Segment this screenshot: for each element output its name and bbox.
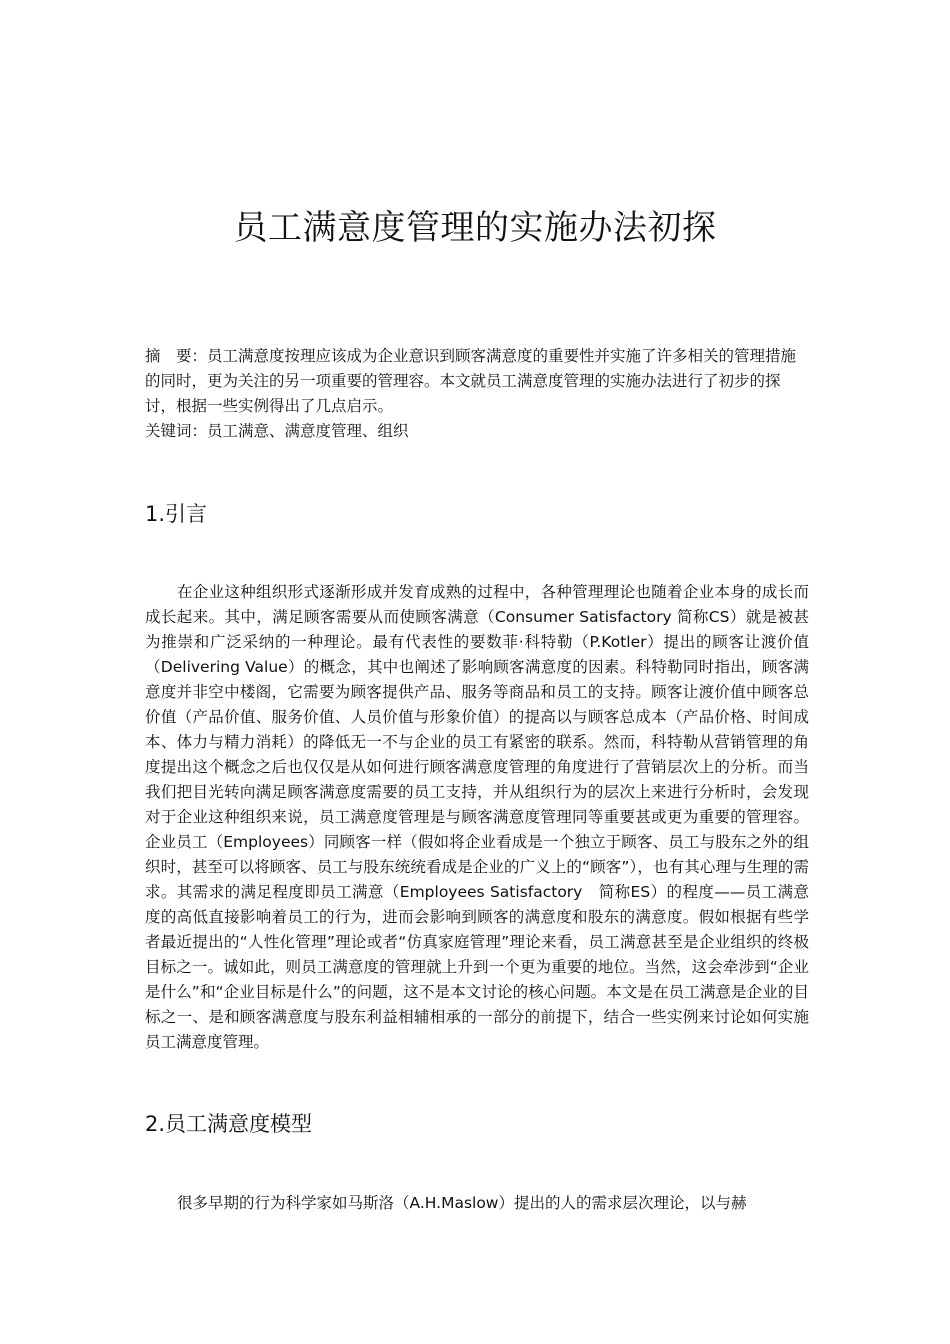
abstract-block xyxy=(145,344,809,444)
document-title: 员工满意度管理的实施办法初探 xyxy=(233,208,717,248)
keywords-line: 关键词：员工满意、满意度管理、组织 xyxy=(145,422,409,440)
section-heading-satisfaction-model: 2.员工满意度模型 xyxy=(145,1112,313,1136)
section-heading-introduction: 1.引言 xyxy=(145,502,208,526)
abstract-text: 摘 要：员工满意度按理应该成为企业意识到顾客满意度的重要性并实施了许多相关的管理措施的同时，更为关注的另一项重要的管理容。本文就员工满意度管理的实施办法进行了初步的探讨，根据一些实例得出了几点启示。 xyxy=(145,347,797,415)
section-paragraph-introduction: 在企业这种组织形式逐渐形成并发育成熟的过程中，各种管理理论也随着企业本身的成长而成长起来。其中，满足顾客需要从而使顾客满意（Consumer Satisfactory 简称CS）就是被甚为推崇和广泛采纳的一种理论。最有代表性的要数菲·科特勒（P.Kotler）提出的顾客让渡价值（Delivering Value）的概念，其中也阐述了影响顾客满意度的因素。科特勒同时指出，顾客满意度并非空中楼阁，它需要为顾客提供产品、服务等商品和员工的支持。顾客让渡价值中顾客总价值（产品价值、服务价值、人员价值与形象价值）的提高以与顾客总成本（产品价格、时间成本、体力与精力消耗）的降低无一不与企业的员工有紧密的联系。然而，科特勒从营销管理的角度提出这个概念之后也仅仅是从如何进行顾客满意度管理的角度进行了营销层次上的分析。而当我们把目光转向满足顾客满意度需要的员工支持，并从组织行为的层次上来进行分析时，会发现对于企业这种组织来说，员工满意度管理是与顾客满意度管理同等重要甚或更为重要的管理容。企业员工（Employees）同顾客一样（假如将企业看成是一个独立于顾客、员工与股东之外的组织时，甚至可以将顾客、员工与股东统统看成是企业的广义上的“顾客”），也有其心理与生理的需求。其需求的满足程度即员工满意（Employees Satisfactory 简称ES）的程度——员工满意度的高低直接影响着员工的行为，进而会影响到顾客的满意度和股东的满意度。假如根据有些学者最近提出的“人性化管理”理论或者“仿真家庭管理”理论来看，员工满意甚至是企业组织的终极目标之一。诚如此，则员工满意度的管理就上升到一个更为重要的地位。当然，这会牵涉到“企业是什么”和“企业目标是什么”的问题，这不是本文讨论的核心问题。本文是在员工满意是企业的目标之一、是和顾客满意度与股东利益相辅相承的一部分的前提下，结合一些实例来讨论如何实施员工满意度管理。 xyxy=(145,583,809,1051)
section-paragraph-satisfaction-model: 很多早期的行为科学家如马斯洛（A.H.Maslow）提出的人的需求层次理论，以与赫 xyxy=(177,1194,747,1212)
